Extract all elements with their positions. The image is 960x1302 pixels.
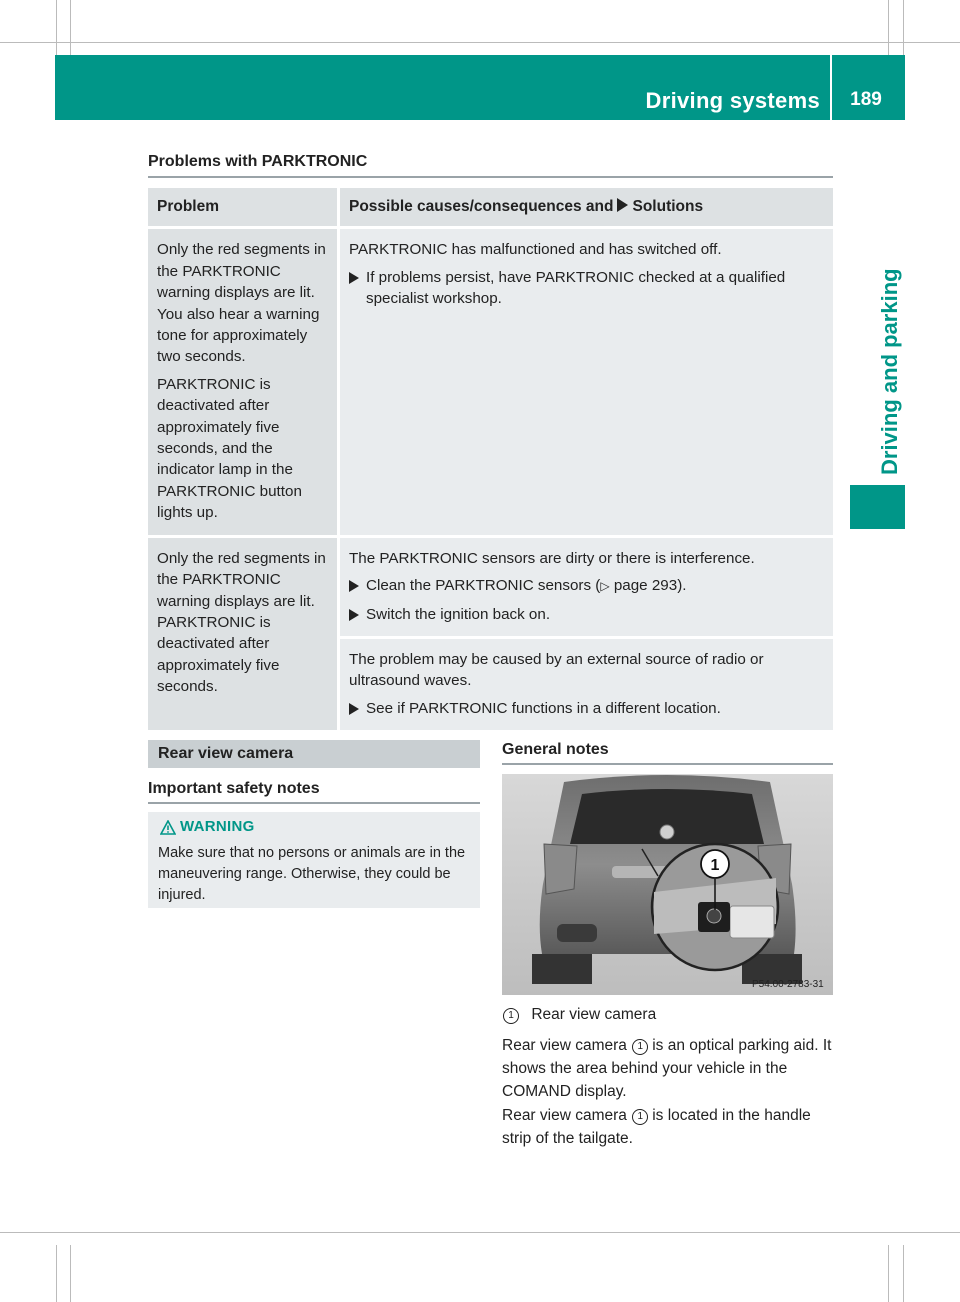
header-separator (830, 55, 832, 120)
image-code: P54.00-2783-31 (752, 979, 824, 990)
page-ref-link[interactable]: page 293 (613, 577, 678, 595)
solution-step (349, 267, 824, 310)
column-header-solutions-text: Solutions (632, 198, 704, 215)
section-title-general: General notes (502, 741, 609, 758)
callout-number-icon: 1 (503, 1008, 519, 1024)
section-title-problems: Problems with PARKTRONIC (148, 153, 368, 170)
paragraph-text: is an optical parking aid. It shows the area behind your vehicle in the COMAND display. (502, 1037, 832, 1100)
solution-step-text: If problems persist, have PARKTRONIC checked at a qualified specialist workshop. (366, 268, 786, 308)
legend-text: Rear view camera (531, 1006, 657, 1023)
section-rule (502, 763, 833, 765)
table-cell-causes (339, 228, 834, 536)
warning-label: WARNING (180, 818, 255, 835)
crop-mark (70, 1245, 71, 1302)
callout-number-icon: 1 (632, 1039, 648, 1055)
paragraph-text: Rear view camera (502, 1037, 627, 1054)
crop-mark (0, 1232, 960, 1233)
problem-text: PARKTRONIC is deactivated after approximately five seconds, and the indicator lamp in the PARKTRONIC button lights up. (157, 375, 302, 522)
crop-mark (70, 0, 71, 55)
crop-mark (903, 1245, 904, 1302)
cause-text: PARKTRONIC has malfunctioned and has switched off. (349, 241, 722, 259)
cause-text: The problem may be caused by an external source of radio or ultrasound waves. (349, 650, 764, 690)
page-ref-icon: ▷ (600, 579, 610, 594)
arrow-icon (617, 198, 628, 212)
step-arrow-icon (349, 272, 359, 284)
crop-mark (903, 0, 904, 55)
photo-callout-number: 1 (710, 857, 720, 874)
cause-text: The PARKTRONIC sensors are dirty or there is interference. (349, 549, 755, 567)
paragraph (502, 1104, 835, 1150)
step-arrow-icon (349, 609, 359, 621)
solution-step (349, 575, 824, 597)
rear-camera-photo (502, 774, 833, 995)
warning-box (148, 812, 480, 908)
column-header-causes-text: Possible causes/consequences and (349, 198, 614, 215)
step-arrow-icon (349, 580, 359, 592)
callout-number-icon: 1 (632, 1109, 648, 1125)
crop-mark (888, 1245, 889, 1302)
paragraph (502, 1034, 835, 1103)
crop-mark (888, 0, 889, 55)
table-cell-problem (148, 228, 339, 536)
section-rule (148, 802, 480, 804)
running-header-title: Driving systems (645, 88, 820, 113)
crop-mark (56, 0, 57, 55)
table-cell-problem (148, 536, 339, 730)
table-cell-causes (339, 637, 834, 730)
solution-step-text: Switch the ignition back on. (366, 605, 551, 623)
crop-mark (56, 1245, 57, 1302)
paragraph-text: is located in the handle strip of the tailgate. (502, 1107, 811, 1147)
section-title-safety: Important safety notes (148, 780, 320, 797)
page-number: 189 (850, 89, 882, 110)
side-tab-label: Driving and parking (877, 268, 902, 475)
warning-text: Make sure that no persons or animals are in the maneuvering range. Otherwise, they could be injured. (158, 845, 466, 903)
problem-text: Only the red segments in the PARKTRONIC warning displays are lit. You also hear a warning tone for approximately two seconds. (157, 241, 326, 366)
solution-step-text: Clean the PARKTRONIC sensors ( (366, 577, 601, 595)
problems-table (148, 188, 833, 730)
side-tab-marker (850, 485, 905, 529)
column-header-problem: Problem (148, 188, 339, 228)
table-cell-causes (339, 536, 834, 637)
solution-step (349, 698, 824, 719)
crop-mark (0, 42, 960, 43)
paragraph-text: Rear view camera (502, 1107, 627, 1124)
section-rule (148, 176, 833, 178)
solution-step-text: See if PARKTRONIC functions in a different location. (366, 699, 721, 717)
page-ref-suffix: ). (677, 577, 687, 595)
solution-step (349, 604, 824, 625)
chapter-banner-text: Rear view camera (158, 745, 294, 762)
warning-triangle-icon (160, 820, 176, 835)
problem-text: Only the red segments in the PARKTRONIC warning displays are lit. PARKTRONIC is deactivated after approximately five seconds. (157, 549, 326, 696)
chapter-banner (148, 740, 480, 768)
step-arrow-icon (349, 703, 359, 715)
legend-item (502, 1003, 835, 1026)
column-header-causes (339, 188, 834, 228)
